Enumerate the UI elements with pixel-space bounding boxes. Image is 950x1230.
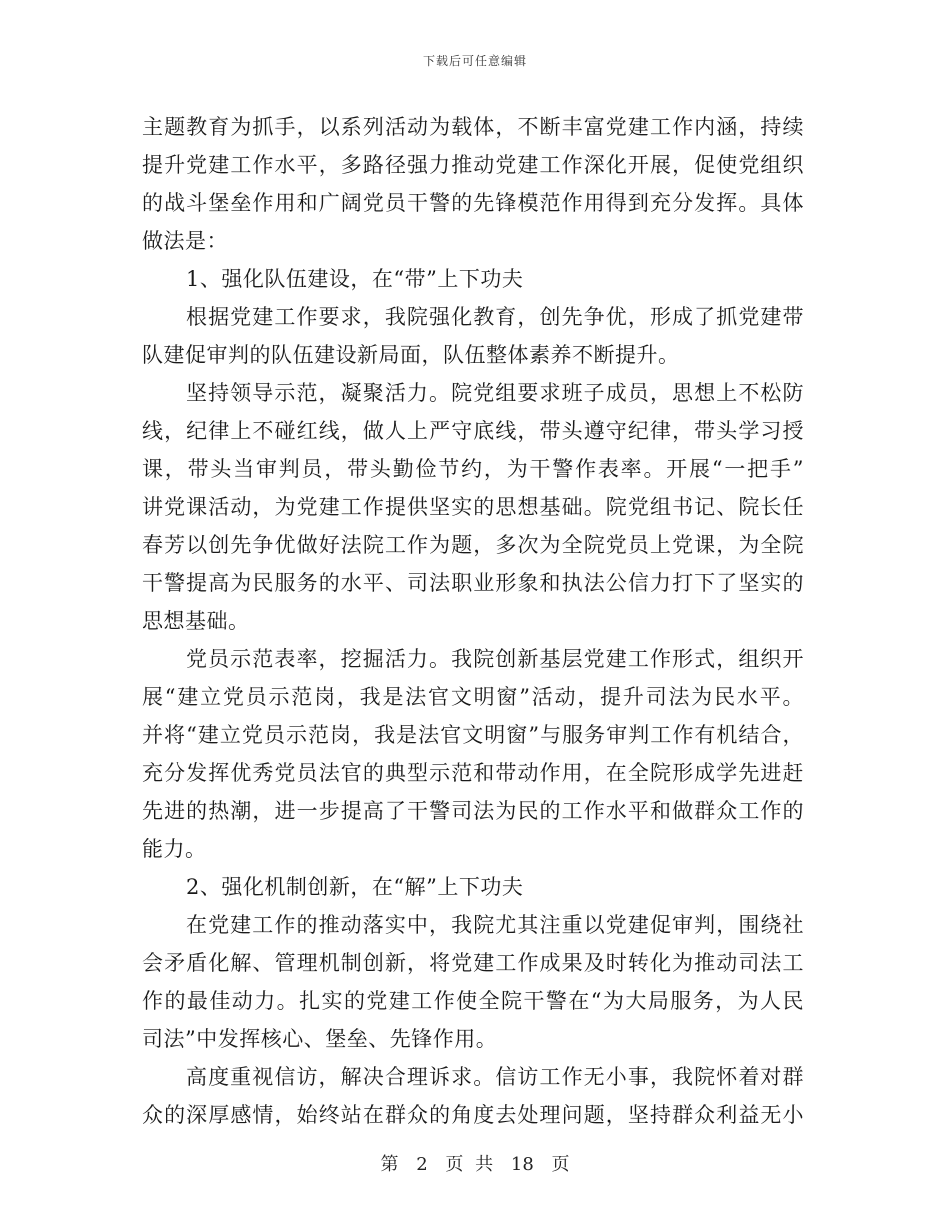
text-line: 并将“建立党员示范岗，我是法官文明窗”与服务审判工作有机结合， [142,723,804,747]
text-line: 队建促审判的队伍建设新局面，队伍整体素养不断提升。 [142,343,680,367]
text-line: 党员示范表率，挖掘活力。我院创新基层党建工作形式，组织开 [186,647,804,671]
text-line: 先进的热潮，进一步提高了干警司法为民的工作水平和做群众工作的 [142,799,804,823]
text-line: 高度重视信访，解决合理诉求。信访工作无小事，我院怀着对群 [186,1065,804,1089]
text-line: 能力。 [142,837,207,861]
text-line: 坚持领导示范，凝聚活力。院党组要求班子成员，思想上不松防 [186,381,804,405]
text-line: 主题教育为抓手，以系列活动为载体，不断丰富党建工作内涵，持续 [142,115,804,139]
total-pages: 18 [510,1154,534,1175]
text-line: 提升党建工作水平，多路径强力推动党建工作深化开展，促使党组织 [142,153,804,177]
text-line: 众的深厚感情，始终站在群众的角度去处理问题，坚持群众利益无小 [142,1103,804,1127]
text-line: 的战斗堡垒作用和广阔党员干警的先锋模范作用得到充分发挥。具体 [142,191,804,215]
text-line: 课，带头当审判员，带头勤俭节约，为干警作表率。开展“一把手” [142,457,804,481]
text-line: 在党建工作的推动落实中，我院尤其注重以党建促审判，围绕社 [186,913,804,937]
section-heading: 1、强化队伍建设，在“带”上下功夫 [186,267,524,291]
text-line: 作的最佳动力。扎实的党建工作使全院干警在“为大局服务，为人民 [142,989,804,1013]
footer-mid: 页 共 [445,1154,494,1175]
section-heading: 2、强化机制创新，在“解”上下功夫 [186,875,524,899]
text-line: 春芳以创先争优做好法院工作为题，多次为全院党员上党课，为全院 [142,533,804,557]
page-number: 2 [416,1154,428,1175]
download-note: 下载后可任意编辑 [422,54,527,68]
text-line: 思想基础。 [142,609,250,633]
text-line: 司法”中发挥核心、堡垒、先锋作用。 [142,1027,498,1051]
footer-prefix: 第 [380,1154,399,1175]
text-line: 根据党建工作要求，我院强化教育，创先争优，形成了抓党建带 [186,305,804,329]
page-footer [0,1150,950,1176]
text-line: 线，纪律上不碰红线，做人上严守底线，带头遵守纪律，带头学习授 [142,419,804,443]
footer-suffix: 页 [551,1154,570,1175]
text-line: 做法是： [142,229,228,253]
document-body [142,108,804,1134]
text-line: 展“建立党员示范岗，我是法官文明窗”活动，提升司法为民水平。 [142,685,804,709]
text-line: 讲党课活动，为党建工作提供坚实的思想基础。院党组书记、院长任 [142,495,804,519]
text-line: 会矛盾化解、管理机制创新，将党建工作成果及时转化为推动司法工 [142,951,804,975]
text-line: 充分发挥优秀党员法官的典型示范和带动作用，在全院形成学先进赶 [142,761,804,785]
text-line: 干警提高为民服务的水平、司法职业形象和执法公信力打下了坚实的 [142,571,804,595]
